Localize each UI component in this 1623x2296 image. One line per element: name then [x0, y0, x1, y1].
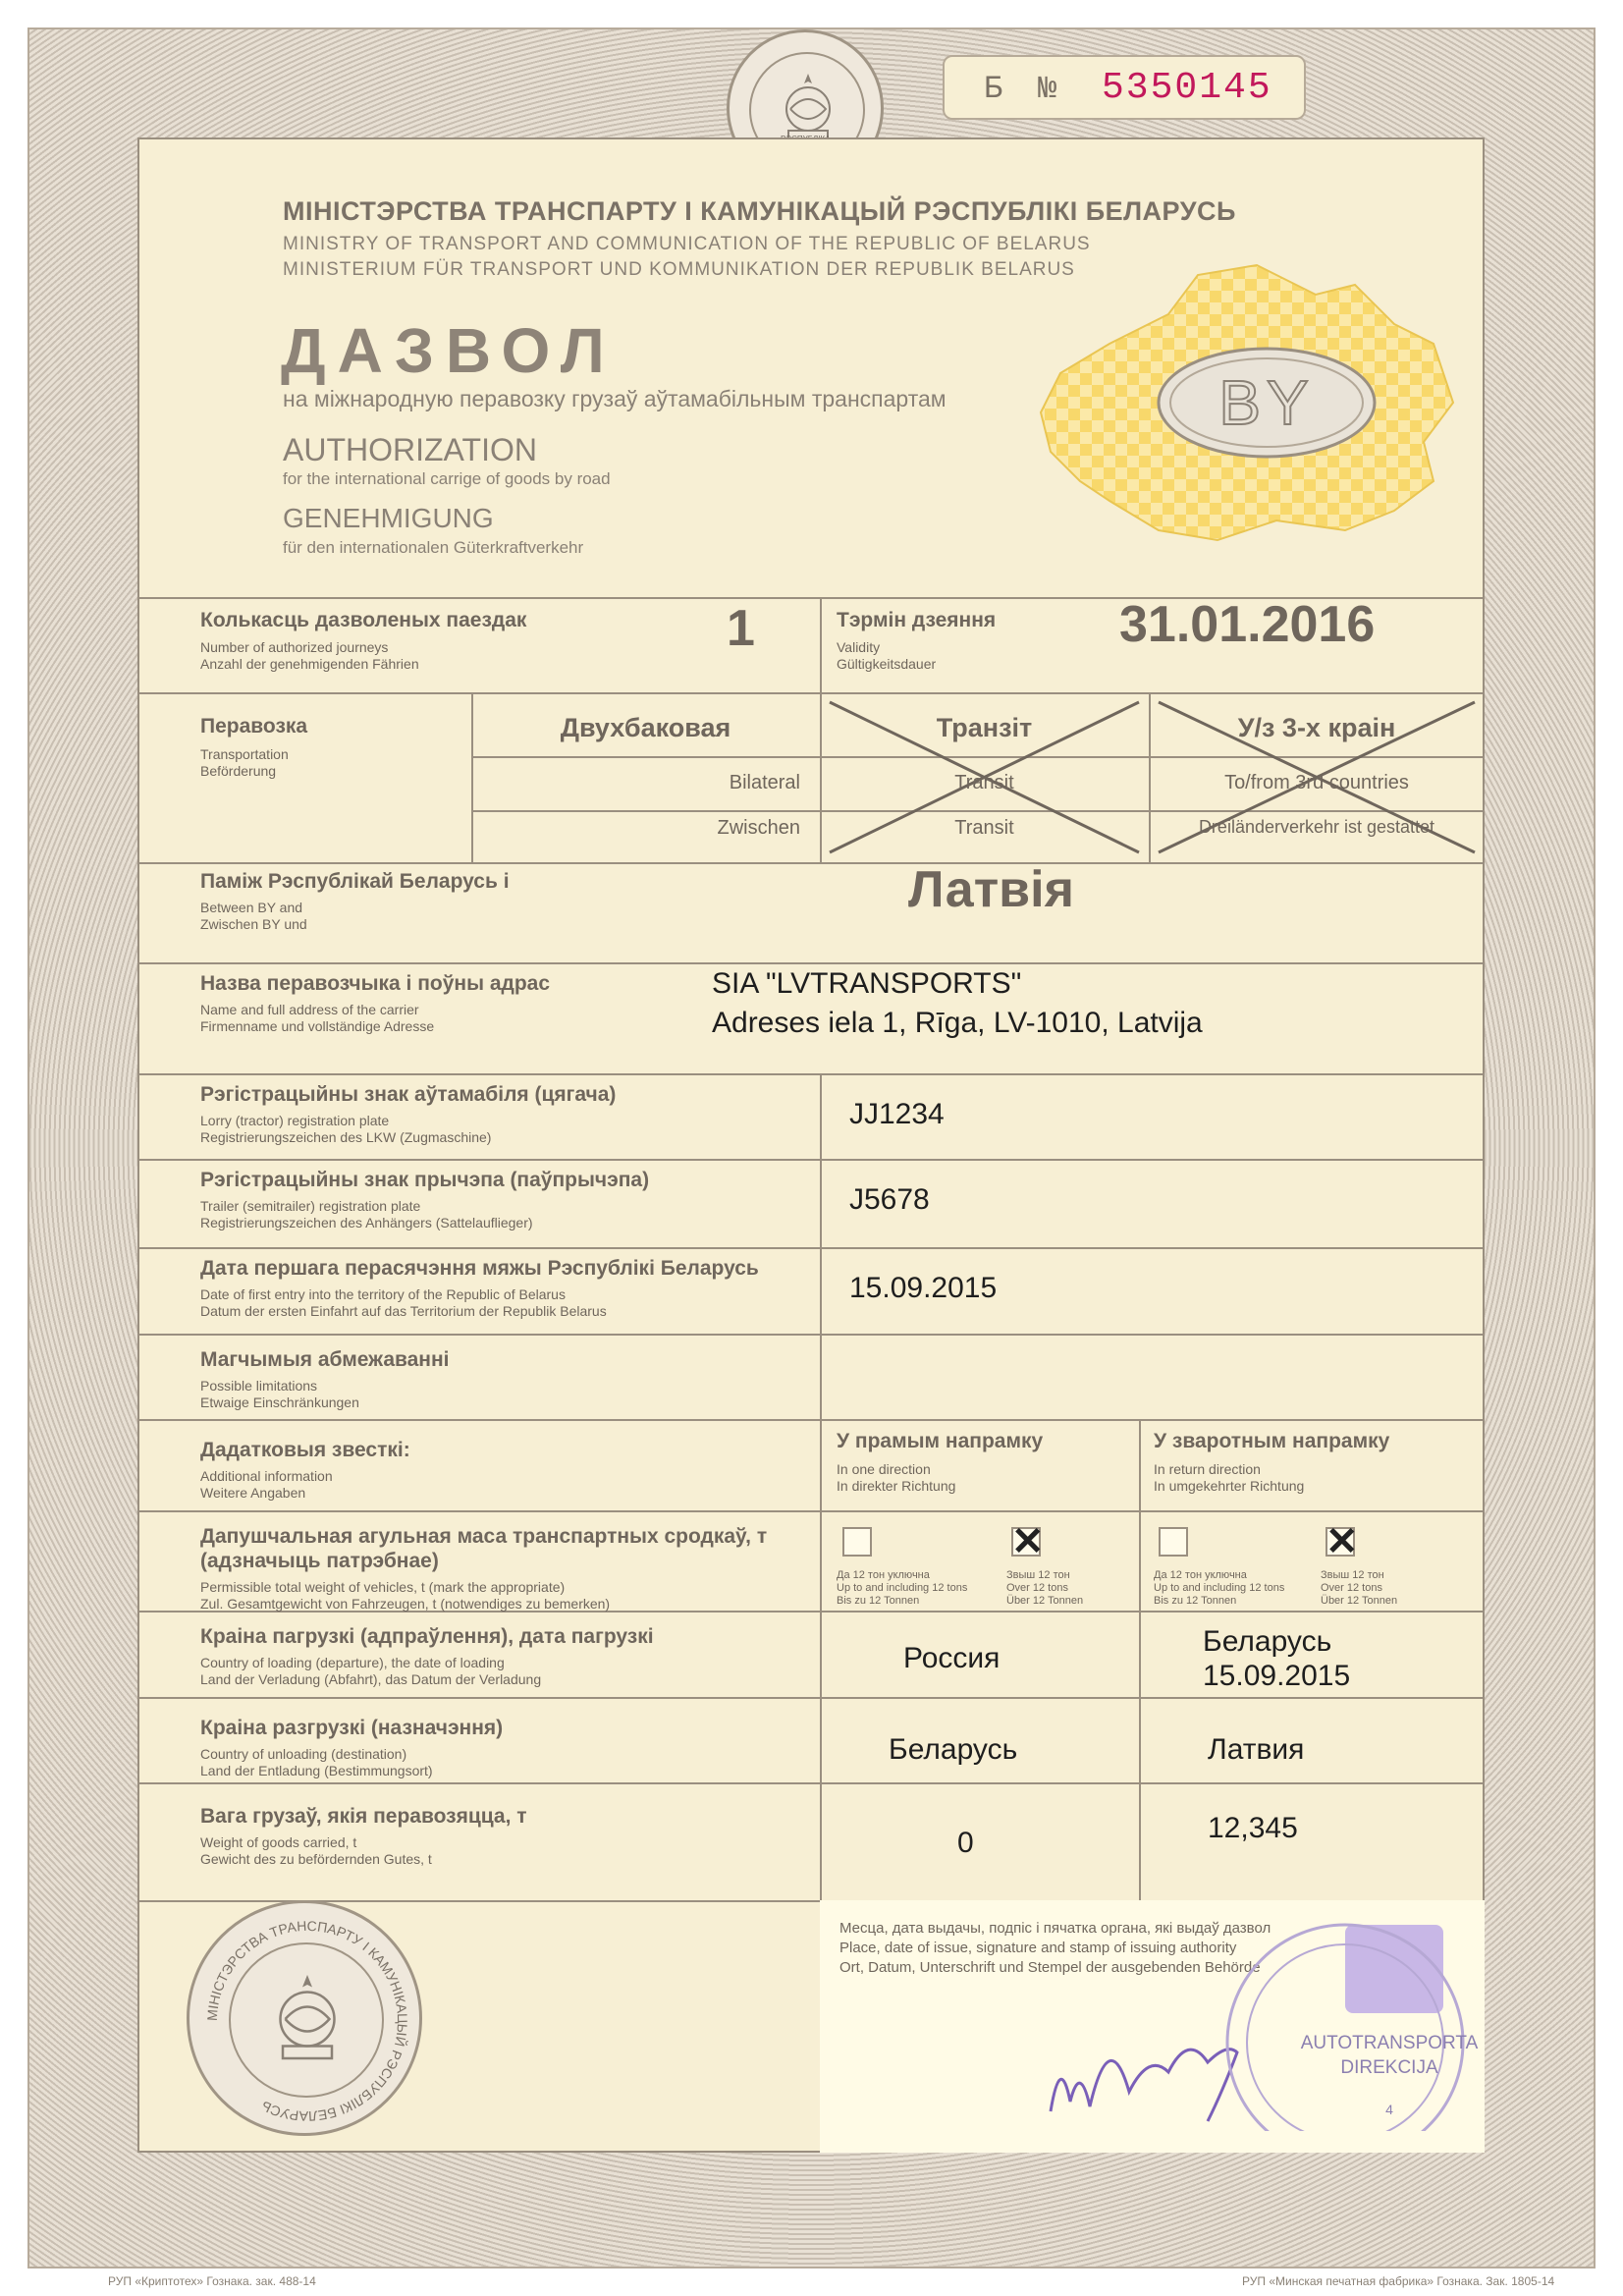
additional-label-be: Дадатковыя звесткі:: [200, 1439, 410, 1461]
issue-label-en: Place, date of issue, signature and stamp of issuing authority: [839, 1940, 1237, 1956]
dir2-over12-b: Over 12 tons: [1321, 1582, 1382, 1594]
bilateral-de: Zwischen: [717, 817, 800, 839]
serial-box: [943, 55, 1306, 120]
carrier-address: Adreses iela 1, Rīga, LV-1010, Latvija: [712, 1007, 1203, 1039]
issue-label-be: Месца, дата выдачы, подпіс і пячатка органа, які выдаў дазвол: [839, 1920, 1271, 1937]
limits-label-be: Магчымыя абмежаванні: [200, 1348, 450, 1371]
dir1-over12-c: Über 12 Tonnen: [1006, 1595, 1084, 1607]
unloading-dir1: Беларусь: [889, 1733, 1018, 1766]
footer-right: РУП «Минская печатная фабрика» Гознака. Зак. 1805-14: [1242, 2274, 1555, 2288]
lorry-value: JJ1234: [849, 1098, 945, 1130]
journeys-label-en: Number of authorized journeys: [200, 639, 389, 655]
dir2-label-de: In umgekehrter Richtung: [1154, 1478, 1305, 1494]
goods-weight-label-de: Gewicht des zu befördernden Gutes, t: [200, 1851, 432, 1867]
additional-label-en: Additional information: [200, 1468, 333, 1484]
transport-label-de: Beförderung: [200, 763, 277, 779]
ministry-be: МІНІСТЭРСТВА ТРАНСПАРТУ І КАМУНІКАЦЫЙ РЭСПУБЛІКІ БЕЛАРУСЬ: [283, 196, 1236, 226]
weight-label-de: Zul. Gesamtgewicht von Fahrzeugen, t (notwendiges zu bemerken): [200, 1596, 611, 1612]
title-be-sub: на міжнародную перавозку грузаў аўтамабільным транспартам: [283, 386, 947, 411]
goods-weight-dir1: 0: [957, 1827, 974, 1859]
ministry-de: MINISTERIUM FÜR TRANSPORT UND KOMMUNIKATION DER REPUBLIK BELARUS: [283, 259, 1075, 280]
dir2-label-en: In return direction: [1154, 1461, 1261, 1477]
third-en: To/from 3rd countries: [1224, 772, 1409, 793]
dir2-label-be: У зваротным напрамку: [1154, 1430, 1390, 1452]
seal-ring-text: МІНІСТЭРСТВА ТРАНСПАРТУ І КАМУНІКАЦЫЙ РЭСПУБЛІКІ БЕЛАРУСЬ: [203, 1917, 411, 2125]
between-label-be: Паміж Рэспублікай Беларусь і: [200, 870, 510, 893]
transport-label-be: Перавозка: [200, 715, 308, 738]
loading-dir1: Россия: [903, 1642, 1001, 1674]
dir1-label-en: In one direction: [837, 1461, 931, 1477]
lorry-label-de: Registrierungszeichen des LKW (Zugmaschine): [200, 1129, 492, 1145]
first-entry-value: 15.09.2015: [849, 1272, 998, 1304]
validity-value: 31.01.2016: [1119, 596, 1376, 653]
stamp-num: 4: [1385, 2102, 1393, 2117]
dir1-over12-a: Звыш 12 тон: [1006, 1569, 1070, 1581]
issue-label-de: Ort, Datum, Unterschrift und Stempel der ausgebenden Behörde: [839, 1959, 1261, 1976]
weight-label-en: Permissible total weight of vehicles, t (mark the appropriate): [200, 1579, 566, 1595]
transit-cross: [820, 692, 1149, 862]
between-label-en: Between BY and: [200, 900, 303, 915]
first-entry-label-de: Datum der ersten Einfahrt auf das Territorium der Republik Belarus: [200, 1303, 607, 1319]
trailer-label-en: Trailer (semitrailer) registration plate: [200, 1198, 421, 1214]
serial-no-sign: №: [1038, 71, 1057, 107]
stamp-line1: AUTOTRANSPORTA: [1300, 2033, 1479, 2053]
first-entry-label-be: Дата першага перасячэння мяжы Рэспублікі Беларусь: [200, 1257, 759, 1280]
stamp-circle: [1208, 1905, 1492, 2131]
goods-weight-label-be: Вага грузаў, якія перавозяцца, т: [200, 1805, 527, 1828]
validity-label-de: Gültigkeitsdauer: [837, 656, 937, 672]
footer-left: РУП «Криптотех» Гознака. зак. 488-14: [108, 2274, 316, 2288]
third-be: У/з 3-х краін: [1237, 713, 1396, 742]
validity-label-en: Validity: [837, 639, 881, 655]
weight-label-be1: Дапушчальная агульная маса транспартных сродкаў, т: [200, 1525, 768, 1548]
additional-label-de: Weitere Angaben: [200, 1485, 306, 1501]
title-de: GENEHMIGUNG: [283, 503, 494, 533]
unloading-label-be: Краіна разгрузкі (назначэння): [200, 1717, 504, 1739]
dir1-over12-b: Over 12 tons: [1006, 1582, 1068, 1594]
dir2-over12-mark: ✕: [1325, 1520, 1359, 1563]
between-label-de: Zwischen BY und: [200, 916, 307, 932]
lorry-label-en: Lorry (tractor) registration plate: [200, 1113, 390, 1128]
goods-weight-label-en: Weight of goods carried, t: [200, 1834, 357, 1850]
dir1-upto12-checkbox[interactable]: [842, 1527, 872, 1557]
journeys-value: 1: [727, 600, 755, 657]
dir2-upto12-c: Bis zu 12 Tonnen: [1154, 1595, 1237, 1607]
limits-label-en: Possible limitations: [200, 1378, 318, 1394]
dir2-over12-a: Звыш 12 тон: [1321, 1569, 1384, 1581]
serial-prefix: Б: [984, 71, 1003, 107]
third-de: Dreiländerverkehr ist gestattet: [1198, 817, 1435, 837]
unloading-label-de: Land der Entladung (Bestimmungsort): [200, 1763, 433, 1778]
serial-number: 5350145: [1102, 67, 1272, 109]
third-countries-cross: [1149, 692, 1485, 862]
dir1-over12-mark: ✕: [1011, 1520, 1045, 1563]
title-be: ДАЗВОЛ: [281, 315, 617, 386]
dir1-label-de: In direkter Richtung: [837, 1478, 956, 1494]
unloading-label-en: Country of unloading (destination): [200, 1746, 407, 1762]
goods-weight-dir2: 12,345: [1208, 1812, 1298, 1844]
dir1-label-be: У прамым напрамку: [837, 1430, 1044, 1452]
limits-label-de: Etwaige Einschränkungen: [200, 1394, 359, 1410]
transit-be: Транзіт: [936, 713, 1033, 742]
validity-label-be: Тэрмін дзеяння: [837, 609, 997, 631]
dir2-over12-c: Über 12 Tonnen: [1321, 1595, 1398, 1607]
transit-de: Transit: [954, 817, 1014, 839]
carrier-name: SIA "LVTRANSPORTS": [712, 967, 1022, 1000]
title-de-sub: für den internationalen Güterkraftverkehr: [283, 538, 584, 557]
trailer-label-be: Рэгістрацыйны знак прычэпа (паўпрычэпа): [200, 1169, 650, 1191]
trailer-label-de: Registrierungszeichen des Anhängers (Sattelauflieger): [200, 1215, 533, 1230]
dir2-upto12-a: Да 12 тон уключна: [1154, 1569, 1247, 1581]
dir1-upto12-a: Да 12 тон уключна: [837, 1569, 930, 1581]
between-value: Латвія: [908, 861, 1074, 918]
journeys-label-be: Колькасць дазволеных паездак: [200, 609, 527, 631]
transit-en: Transit: [954, 772, 1014, 793]
carrier-label-en: Name and full address of the carrier: [200, 1002, 419, 1017]
loading-label-be: Краіна пагрузкі (адпраўлення), дата пагрузкі: [200, 1625, 654, 1648]
first-entry-label-en: Date of first entry into the territory of the Republic of Belarus: [200, 1286, 566, 1302]
trailer-value: J5678: [849, 1183, 930, 1216]
lorry-label-be: Рэгістрацыйны знак аўтамабіля (цягача): [200, 1083, 617, 1106]
unloading-dir2: Латвия: [1208, 1733, 1305, 1766]
loading-dir2-date: 15.09.2015: [1203, 1660, 1351, 1692]
weight-label-be2: (адзначыць патрэбнае): [200, 1550, 439, 1572]
title-en-sub: for the international carrige of goods by road: [283, 469, 611, 488]
bilateral-en: Bilateral: [729, 772, 800, 793]
bilateral-be: Двухбаковая: [560, 713, 731, 742]
loading-dir2-country: Беларусь: [1203, 1625, 1332, 1658]
dir1-upto12-b: Up to and including 12 tons: [837, 1582, 968, 1594]
dir2-upto12-b: Up to and including 12 tons: [1154, 1582, 1285, 1594]
carrier-label-de: Firmenname und vollständige Adresse: [200, 1018, 435, 1034]
dir2-upto12-checkbox[interactable]: [1159, 1527, 1188, 1557]
dir1-upto12-c: Bis zu 12 Tonnen: [837, 1595, 920, 1607]
loading-label-de: Land der Verladung (Abfahrt), das Datum der Verladung: [200, 1671, 542, 1687]
seal-emblem-icon: [258, 1970, 356, 2068]
title-en: AUTHORIZATION: [283, 432, 537, 467]
map-code: BY: [1218, 367, 1315, 438]
ministry-en: MINISTRY OF TRANSPORT AND COMMUNICATION OF THE REPUBLIC OF BELARUS: [283, 234, 1091, 254]
journeys-label-de: Anzahl der genehmigenden Fährien: [200, 656, 419, 672]
transport-label-en: Transportation: [200, 746, 289, 762]
bottom-seal: [187, 1900, 422, 2136]
stamp-line2: DIREKCIJA: [1340, 2057, 1438, 2078]
carrier-label-be: Назва перавозчыка і поўны адрас: [200, 972, 551, 995]
loading-label-en: Country of loading (departure), the date of loading: [200, 1655, 505, 1670]
